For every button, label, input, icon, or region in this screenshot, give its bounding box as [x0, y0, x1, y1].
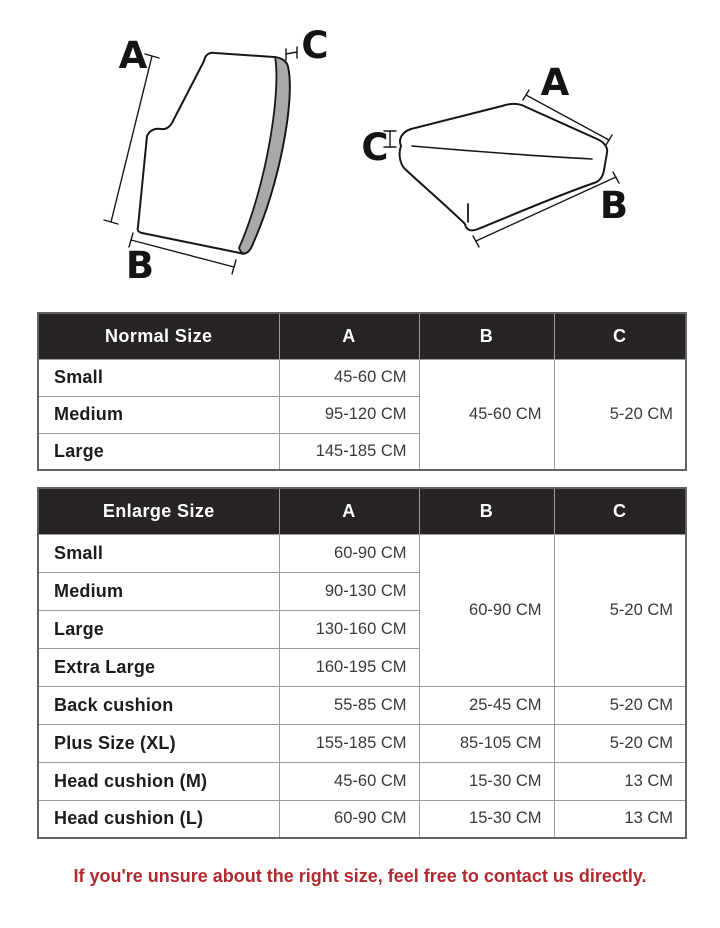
size-label-cell: Head cushion (L): [38, 800, 279, 838]
size-diagrams: [0, 0, 720, 302]
dimension-line-c: [286, 47, 297, 60]
column-header-size: Normal Size: [38, 313, 279, 359]
dimension-label-c: C: [301, 24, 329, 67]
size-label-cell: Small: [38, 359, 279, 396]
value-c-cell: 5-20 CM: [554, 724, 686, 762]
size-label-cell: Head cushion (M): [38, 762, 279, 800]
table-row: [38, 800, 686, 838]
value-c-merged-cell: 5-20 CM: [554, 359, 686, 470]
value-a-cell: 60-90 CM: [279, 534, 419, 572]
size-label-cell: Back cushion: [38, 686, 279, 724]
contact-note: If you're unsure about the right size, feel free to contact us directly.: [73, 866, 647, 886]
size-label-cell: Medium: [38, 396, 279, 433]
column-header-c: C: [554, 488, 686, 534]
column-header-b: B: [419, 488, 554, 534]
size-label-cell: Large: [38, 610, 279, 648]
normal-size-table: [37, 312, 687, 471]
dimension-label-a: A: [540, 61, 570, 104]
value-c-cell: 13 CM: [554, 800, 686, 838]
column-header-b: B: [419, 313, 554, 359]
dimension-label-a: A: [118, 34, 148, 77]
value-a-cell: 55-85 CM: [279, 686, 419, 724]
column-header-a: A: [279, 488, 419, 534]
value-a-cell: 45-60 CM: [279, 359, 419, 396]
value-a-cell: 95-120 CM: [279, 396, 419, 433]
column-header-c: C: [554, 313, 686, 359]
value-b-cell: 15-30 CM: [419, 762, 554, 800]
value-b-cell: 15-30 CM: [419, 800, 554, 838]
seat-cushion-diagram: [384, 90, 619, 247]
table-row: [38, 359, 686, 396]
value-c-cell: 5-20 CM: [554, 686, 686, 724]
value-b-merged-cell: 60-90 CM: [419, 534, 554, 686]
dimension-label-c: C: [361, 126, 389, 169]
table-header-row: [38, 488, 686, 534]
table-row: [38, 762, 686, 800]
dimension-label-b: B: [125, 244, 155, 287]
value-a-cell: 145-185 CM: [279, 433, 419, 470]
column-header-a: A: [279, 313, 419, 359]
dimension-label-b: B: [599, 184, 629, 227]
value-a-cell: 90-130 CM: [279, 572, 419, 610]
value-c-merged-cell: 5-20 CM: [554, 534, 686, 686]
table-header-row: [38, 313, 686, 359]
size-label-cell: Plus Size (XL): [38, 724, 279, 762]
table-row: [38, 686, 686, 724]
value-a-cell: 130-160 CM: [279, 610, 419, 648]
enlarge-size-table: [37, 487, 687, 839]
size-label-cell: Extra Large: [38, 648, 279, 686]
value-a-cell: 155-185 CM: [279, 724, 419, 762]
size-label-cell: Small: [38, 534, 279, 572]
value-c-cell: 13 CM: [554, 762, 686, 800]
value-a-cell: 60-90 CM: [279, 800, 419, 838]
value-a-cell: 160-195 CM: [279, 648, 419, 686]
back-cushion-diagram: [104, 47, 297, 274]
table-row: [38, 534, 686, 572]
value-b-cell: 85-105 CM: [419, 724, 554, 762]
size-label-cell: Medium: [38, 572, 279, 610]
table-row: [38, 724, 686, 762]
size-label-cell: Large: [38, 433, 279, 470]
value-a-cell: 45-60 CM: [279, 762, 419, 800]
value-b-merged-cell: 45-60 CM: [419, 359, 554, 470]
column-header-size: Enlarge Size: [38, 488, 279, 534]
value-b-cell: 25-45 CM: [419, 686, 554, 724]
